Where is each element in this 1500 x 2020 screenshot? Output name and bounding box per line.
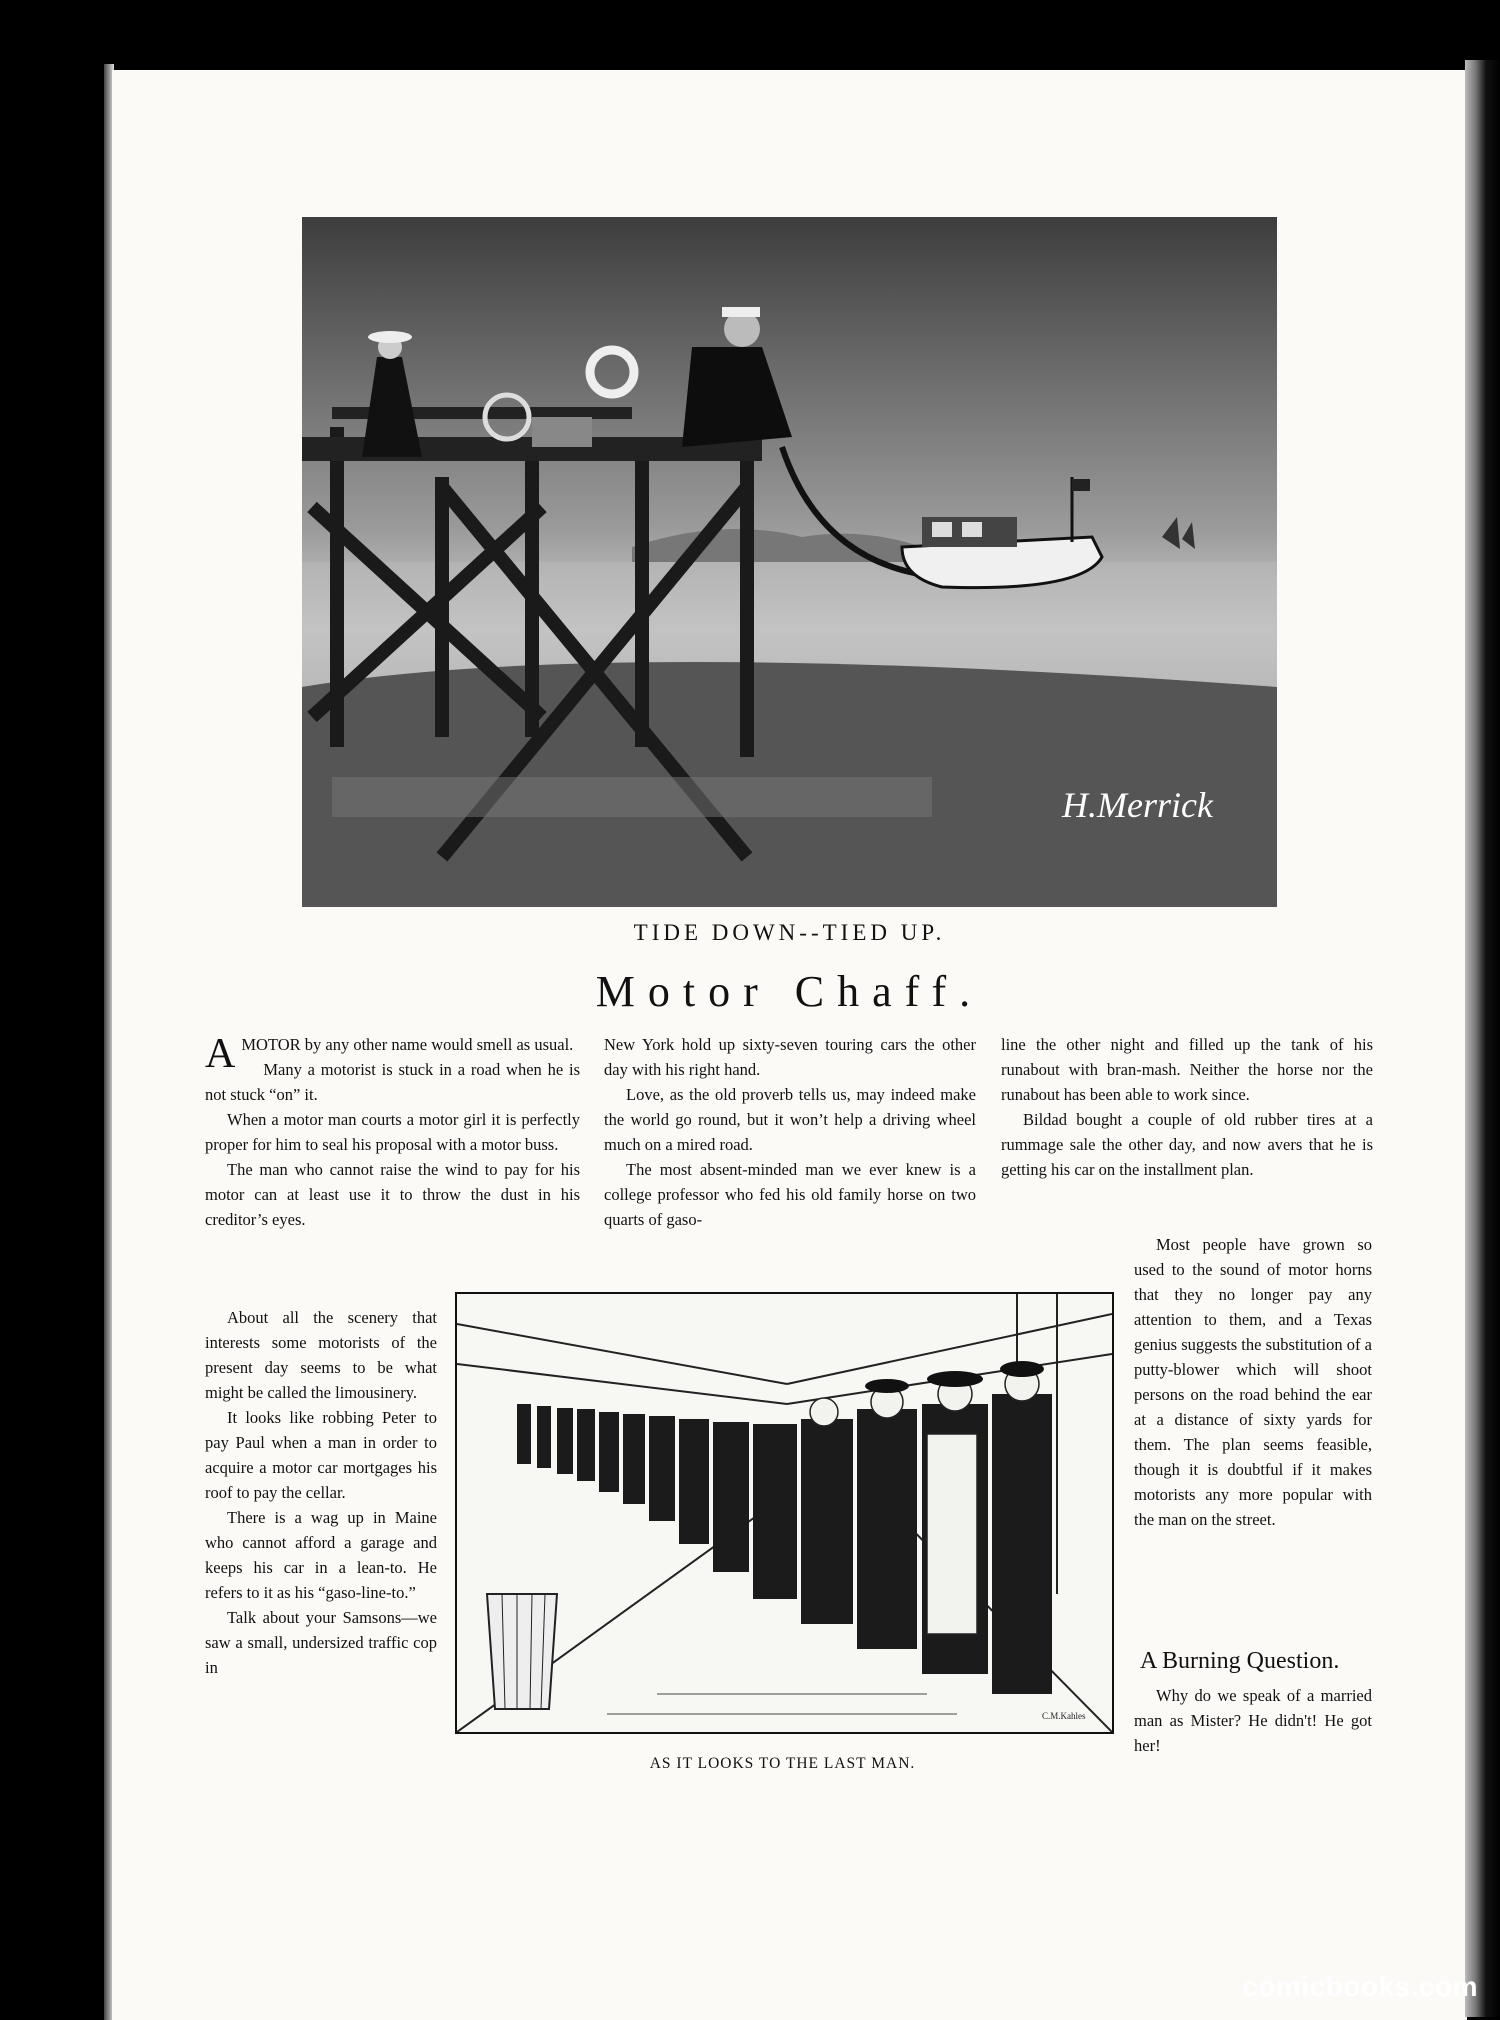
article-title: Motor Chaff.: [595, 967, 984, 1016]
paragraph: It looks like robbing Peter to pay Paul when a man in order to acquire a motor car mortgages his roof to pay the cellar.: [205, 1408, 437, 1502]
watermark: comicbooks.com: [1242, 1971, 1478, 2002]
column-3-bottom: [1134, 1232, 1372, 1532]
paragraph: New York hold up sixty-seven touring cars the other day with his right hand.: [604, 1035, 976, 1079]
paragraph: Love, as the old proverb tells us, may indeed make the world go round, but it won’t help a driving wheel much on a mired road.: [604, 1085, 976, 1154]
drop-cap: A: [205, 1031, 236, 1077]
page-edge: [1465, 60, 1500, 2017]
paragraph: Bildad bought a couple of old rubber tires at a rummage sale the other day, and now avers that he is getting his car on the installment plan.: [1001, 1110, 1373, 1179]
paragraph: About all the scenery that interests some motorists of the present day seems to be what might be called the limousinery.: [205, 1308, 437, 1402]
paragraph: line the other night and filled up the tank of his runabout with bran-mash. Neither the horse nor the runabout has been able to work since.: [1001, 1035, 1373, 1104]
column-2: [604, 1032, 976, 1232]
column-3-top: [1001, 1032, 1373, 1182]
paragraph-text: MOTOR by any other name would smell as usual.: [241, 1035, 574, 1054]
paragraph: When a motor man courts a motor girl it is perfectly proper for him to seal his proposal with a motor buss.: [205, 1110, 580, 1154]
paragraph: The most absent-minded man we ever knew is a college professor who fed his old family horse on two quarts of gaso-: [604, 1160, 976, 1229]
illustrator-signature: C.M.Kahles: [1042, 1711, 1086, 1721]
paragraph: Most people have grown so used to the sound of motor horns that they no longer pay any attention to them, and a Texas genius suggests the substitution of a putty-blower which will shoot persons on the road behind the ear at a distance of sixty yards for them. The plan seems feasible, though it is doubtful if it makes motorists any more popular with the man on the street.: [1134, 1235, 1372, 1529]
illustration-caption: TIDE DOWN--TIED UP.: [633, 920, 946, 945]
illustrator-signature: H.Merrick: [1062, 785, 1213, 825]
paragraph: Why do we speak of a married man as Mister? He didn't! He got her!: [1134, 1686, 1372, 1755]
column-1-bottom: [205, 1305, 437, 1680]
queue-illustration: [455, 1292, 1114, 1734]
paragraph: The man who cannot raise the wind to pay for his motor can at least use it to throw the dust in his creditor’s eyes.: [205, 1160, 580, 1229]
paragraph: There is a wag up in Maine who cannot afford a garage and keeps his car in a lean-to. He refers to it as his “gaso-line-to.”: [205, 1508, 437, 1602]
subheading: A Burning Question.: [1140, 1648, 1340, 1674]
column-3-end: [1134, 1683, 1372, 1758]
paragraph: [205, 1031, 580, 1077]
paragraph: Many a motorist is stuck in a road when he is not stuck “on” it.: [205, 1060, 580, 1104]
paragraph: Talk about your Samsons—we saw a small, undersized traffic cop in: [205, 1608, 437, 1677]
column-1-top: [205, 1032, 580, 1232]
pier-boat-illustration: [302, 217, 1277, 907]
illustration-caption: AS IT LOOKS TO THE LAST MAN.: [649, 1755, 916, 1772]
